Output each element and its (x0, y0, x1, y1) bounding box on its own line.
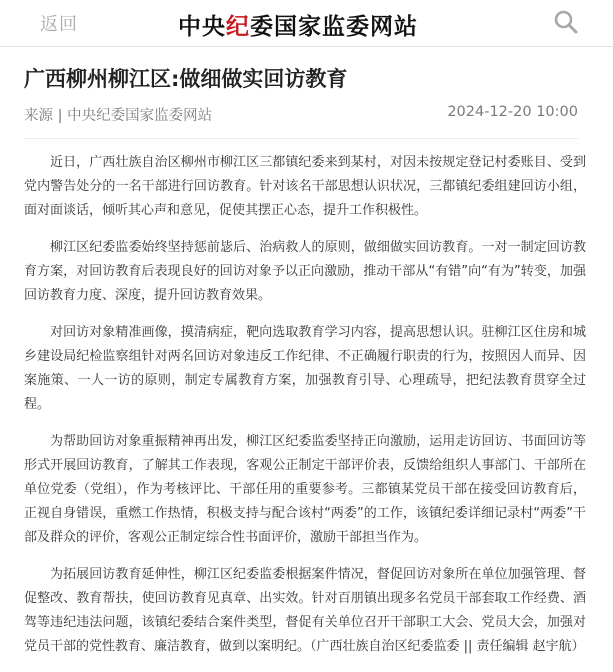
article-paragraph: 为帮助回访对象重振精神再出发，柳江区纪委监委坚持正向激励，运用走访回访、书面回访等形式开展回访教育，了解其工作表现，客观公正制定干部评价表，反馈给组织人事部门、干部所在单位党委（党组），作为考核评比、干部任用的重要参考。三都镇某党员干部在接受回访教育后，正视自身错误，重燃工作热情，积极支持与配合该村“两委”的工作，该镇纪委详细记录村“两委”干部及群众的评价，客观公正制定综合性书面评价，激励干部担当作为。 (24, 434, 586, 545)
site-logo-suffix: 委国家监委网站 (250, 13, 418, 40)
article-title: 广西柳州柳江区:做细做实回访教育 (24, 67, 348, 91)
meta-divider (24, 138, 578, 139)
article-paragraph: 近日，广西壮族自治区柳州市柳江区三都镇纪委来到某村，对因未按规定登记村委账目、受到党内警告处分的一名干部进行回访教育。针对该名干部思想认识状况，三都镇纪委组建回访小组，面对面谈话，倾听其心声和意见，促使其摆正心态，提升工作积极性。 (24, 155, 586, 218)
article-body (24, 151, 586, 672)
article-paragraph: 柳江区纪委监委始终坚持惩前毖后、治病救人的原则，做细做实回访教育。一对一制定回访教育方案，对回访教育后表现良好的回访对象予以正向激励，推动干部从“有错”向“有为”转变，加强回访教育力度、深度，提升回访教育效果。 (24, 240, 586, 303)
article-source: 来源 | 中央纪委国家监委网站 (24, 108, 213, 124)
back-button[interactable]: 返回 (40, 14, 78, 35)
top-bar (0, 0, 613, 47)
article-datetime: 2024-12-20 10:00 (447, 104, 578, 120)
search-icon[interactable] (553, 9, 579, 35)
article-meta (24, 104, 578, 126)
site-logo-prefix: 中央 (178, 13, 226, 40)
site-logo[interactable] (178, 8, 418, 41)
article-paragraph: 对回访对象精准画像，摸清病症，靶向选取教育学习内容，提高思想认识。驻柳江区住房和城乡建设局纪检监察组针对两名回访对象违反工作纪律、不正确履行职责的行为，按照因人而异、因案施策、一人一访的原则，制定专属教育方案，加强教育引导、心理疏导，把纪法教育贯穿全过程。 (24, 325, 586, 412)
site-logo-accent: 纪 (226, 13, 250, 40)
article-paragraph: 为拓展回访教育延伸性，柳江区纪委监委根据案件情况，督促回访对象所在单位加强管理、督促整改、教育帮扶，使回访教育见真章、出实效。针对百朋镇出现多名党员干部套取工作经费、酒驾等违纪违法问题，该镇纪委结合案件类型，督促有关单位召开干部职工大会、党员大会，加强对党员干部的党性教育、廉洁教育，做到以案明纪。（广西壮族自治区纪委监委 || 责任编辑 赵宇航） (24, 567, 586, 654)
